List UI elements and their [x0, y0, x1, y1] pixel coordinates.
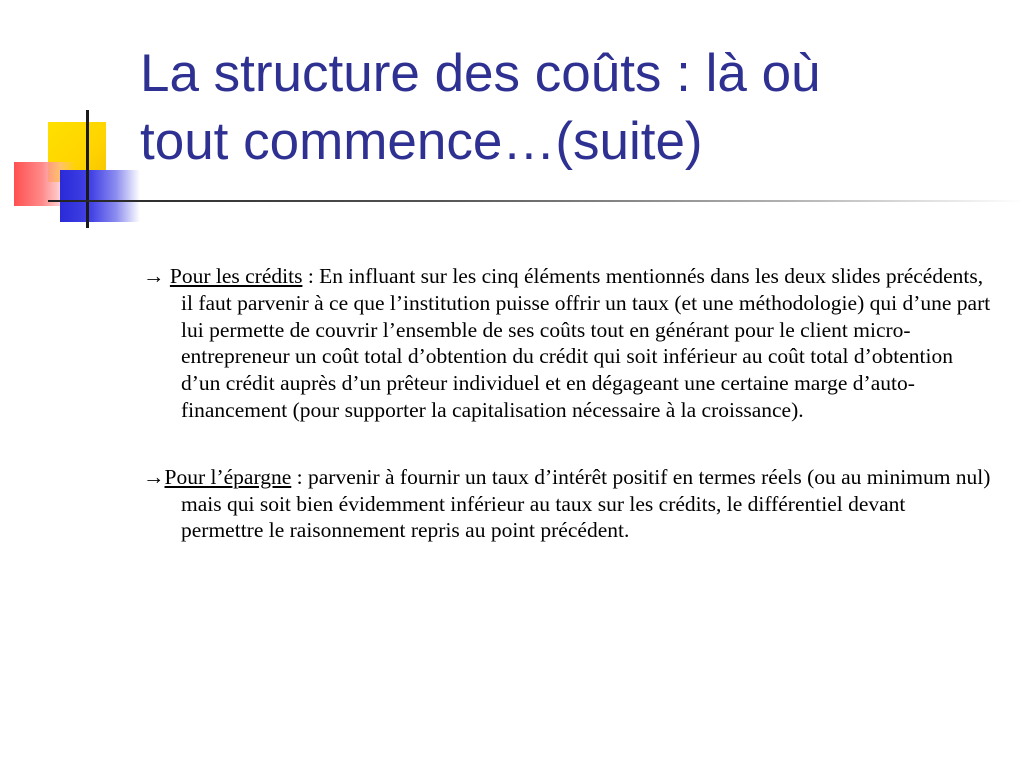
slide-title [140, 40, 1000, 176]
paragraph-credits-lead: Pour les crédits [169, 264, 303, 288]
arrow-icon: → [143, 464, 165, 489]
logo-vertical-line [86, 110, 89, 228]
paragraph-savings [143, 464, 993, 544]
logo-blue-block [60, 170, 140, 222]
slide-title-line-1: La structure des coûts : là où [140, 44, 821, 103]
paragraph-credits-text: : En influant sur les cinq éléments mentionnés dans les deux slides précédents, il faut parvenir à ce que l’institution puisse offrir un taux (et une méthodologie) qui d’une part lui permette de couvrir l’ensemble de ses coûts tout en générant pour le client micro-entrepreneur un coût total d’obtention du crédit qui soit inférieur au coût total d’obtention d’un crédit auprès d’un prêteur individuel et en dégageant une certaine marge d’auto-financement (pour supporter la capitalisation nécessaire à la croissance). [181, 264, 991, 422]
paragraph-savings-text: : parvenir à fournir un taux d’intérêt positif en termes réels (ou au minimum nul) mais qui soit bien évidemment inférieur au taux sur les crédits, le différentiel devant permettre le raisonnement repris au point précédent. [181, 464, 991, 543]
slide-body [143, 263, 993, 584]
paragraph-savings-lead: Pour l’épargne [164, 464, 292, 489]
paragraph-credits [143, 263, 993, 424]
arrow-icon: → [143, 264, 170, 288]
title-underline-divider [48, 200, 1024, 202]
slide-title-line-2: tout commence…(suite) [140, 112, 703, 171]
colored-blocks-logo-icon [0, 0, 150, 240]
